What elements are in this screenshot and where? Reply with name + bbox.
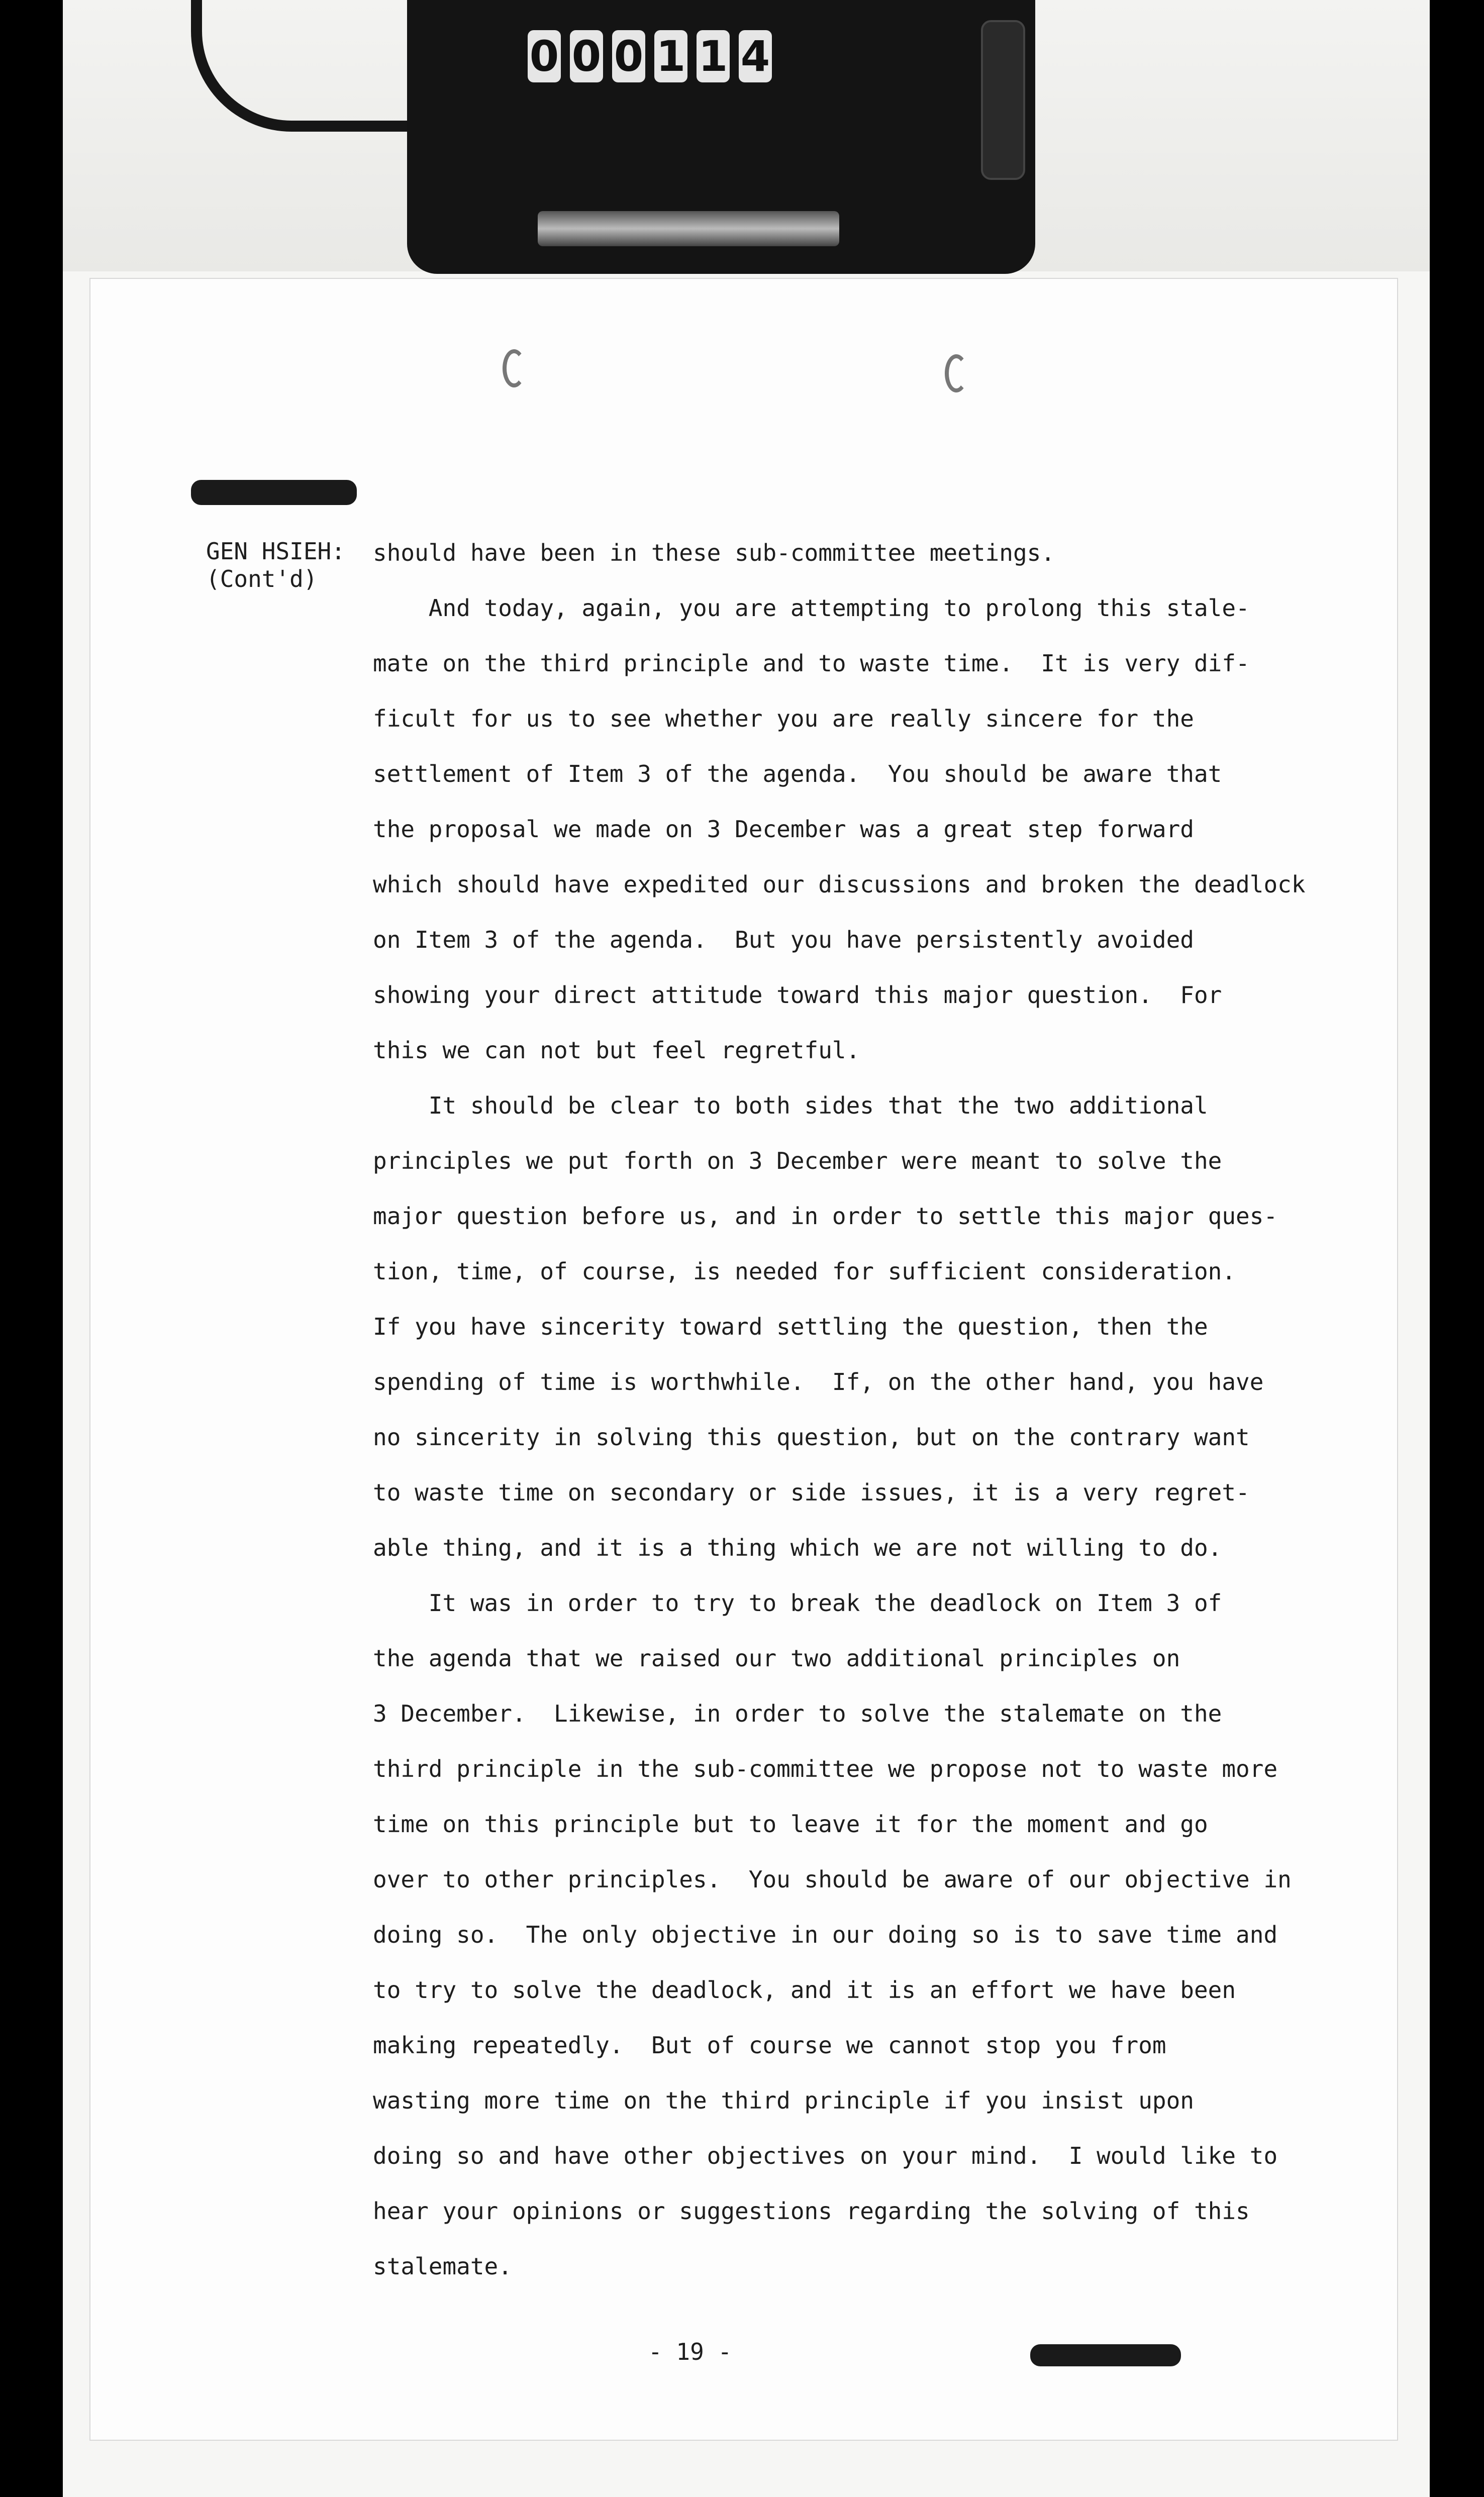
text-line: settlement of Item 3 of the agenda. You should be aware that (373, 760, 1222, 787)
counter-digit: 0 (570, 30, 603, 82)
punch-hole (945, 354, 968, 392)
text-line: It was in order to try to break the deadlock on Item 3 of (373, 1589, 1222, 1617)
text-line: stalemate. (373, 2253, 512, 2280)
redaction-mark (191, 480, 357, 505)
text-line: third principle in the sub-committee we propose not to waste more (373, 1755, 1278, 1782)
text-line: ficult for us to see whether you are really sincere for the (373, 705, 1194, 732)
text-line: which should have expedited our discussions and broken the deadlock (373, 871, 1306, 898)
text-line: to waste time on secondary or side issues, it is a very regret- (373, 1479, 1250, 1506)
page-number: - 19 - (648, 2338, 732, 2365)
text-line: no sincerity in solving this question, but on the contrary want (373, 1424, 1250, 1451)
text-line: 3 December. Likewise, in order to solve the stalemate on the (373, 1700, 1222, 1727)
frame-counter (407, 0, 1035, 274)
text-line: the proposal we made on 3 December was a great step forward (373, 816, 1194, 843)
text-line: major question before us, and in order to settle this major ques- (373, 1203, 1278, 1230)
text-line: this we can not but feel regretful. (373, 1037, 860, 1064)
speaker-label (206, 538, 345, 593)
counter-digit: 1 (654, 30, 687, 82)
counter-digit: 1 (697, 30, 730, 82)
speaker-continued: (Cont'd) (206, 565, 318, 592)
text-line: tion, time, of course, is needed for sufficient consideration. (373, 1258, 1236, 1285)
text-line: able thing, and it is a thing which we are not willing to do. (373, 1534, 1222, 1561)
text-line: to try to solve the deadlock, and it is an effort we have been (373, 1976, 1236, 2004)
text-line: mate on the third principle and to waste time. It is very dif- (373, 650, 1250, 677)
counter-digit: 4 (739, 30, 772, 82)
counter-digit: 0 (612, 30, 645, 82)
text-line: spending of time is worthwhile. If, on the other hand, you have (373, 1368, 1264, 1395)
text-line: doing so. The only objective in our doing so is to save time and (373, 1921, 1278, 1948)
text-line: making repeatedly. But of course we cannot stop you from (373, 2032, 1166, 2059)
text-line: If you have sincerity toward settling the question, then the (373, 1313, 1208, 1340)
redaction-mark (1030, 2344, 1181, 2366)
text-line: the agenda that we raised our two additional principles on (373, 1645, 1180, 1672)
counter-digits (528, 30, 772, 82)
text-line: principles we put forth on 3 December were meant to solve the (373, 1147, 1222, 1174)
text-line: time on this principle but to leave it for the moment and go (373, 1811, 1208, 1838)
text-line: And today, again, you are attempting to prolong this stale- (373, 594, 1250, 622)
text-line: hear your opinions or suggestions regarding the solving of this (373, 2198, 1250, 2225)
document-page (90, 279, 1397, 2440)
text-line: showing your direct attitude toward this major question. For (373, 981, 1222, 1009)
text-line: It should be clear to both sides that the two additional (373, 1092, 1208, 1119)
punch-hole (503, 349, 526, 387)
text-line: doing so and have other objectives on your mind. I would like to (373, 2142, 1278, 2169)
text-line: should have been in these sub-committee meetings. (373, 539, 1055, 566)
text-line: wasting more time on the third principle if you insist upon (373, 2087, 1194, 2114)
counter-plate (538, 211, 839, 246)
counter-knob (981, 20, 1025, 180)
text-line: over to other principles. You should be aware of our objective in (373, 1866, 1292, 1893)
speaker-name: GEN HSIEH: (206, 538, 345, 565)
counter-digit: 0 (528, 30, 561, 82)
text-line: on Item 3 of the agenda. But you have persistently avoided (373, 926, 1194, 953)
